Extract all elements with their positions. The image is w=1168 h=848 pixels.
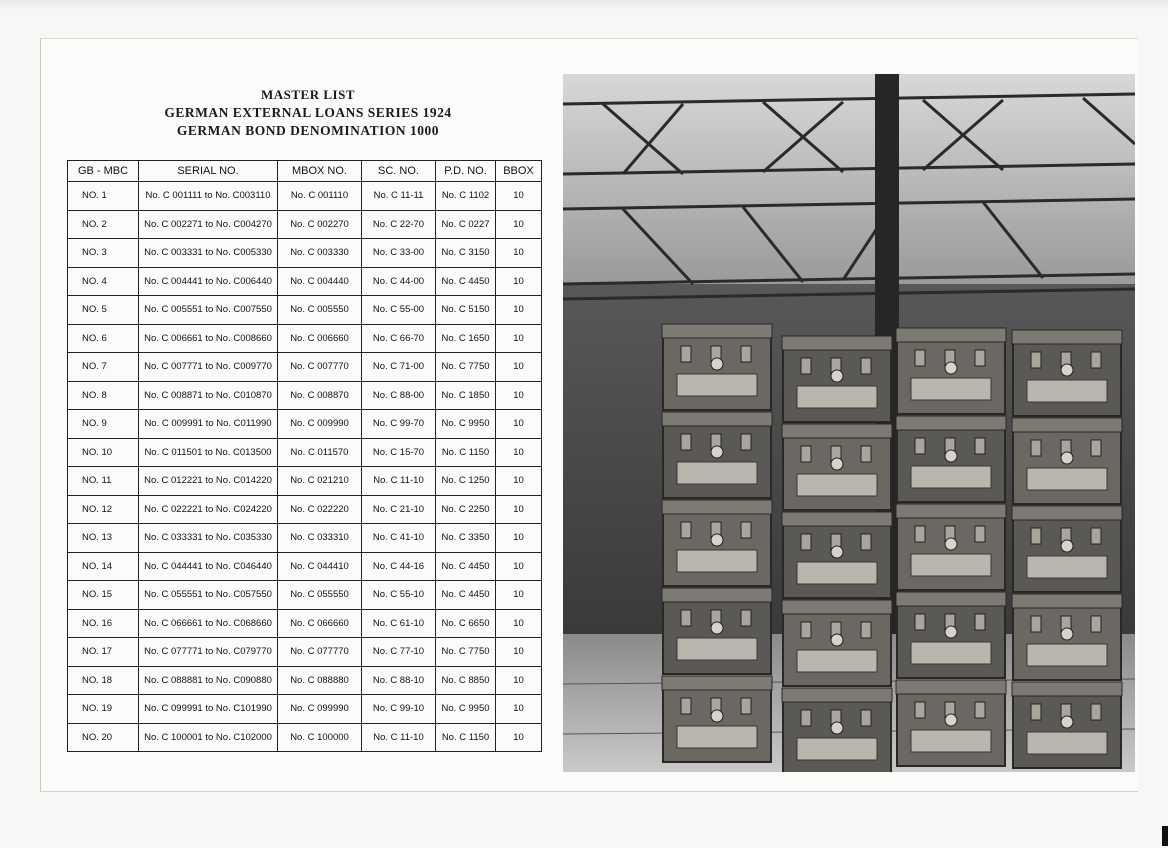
document-title-block	[103, 86, 513, 140]
table-cell: 10	[496, 723, 542, 752]
table-cell: No. C 003331 to No. C005330	[139, 239, 278, 268]
trunk	[896, 416, 1006, 502]
table-cell: NO. 3	[68, 239, 139, 268]
table-cell: No. C 088881 to No. C090880	[139, 666, 278, 695]
table-cell: 10	[496, 638, 542, 667]
table-cell: 10	[496, 324, 542, 353]
trunk	[1012, 594, 1122, 680]
table-cell: No. C 11-10	[362, 467, 436, 496]
table-cell: 10	[496, 666, 542, 695]
table-cell: No. C 001111 to No. C003110	[139, 182, 278, 211]
trunk	[782, 424, 892, 510]
table-cell: No. C 007771 to No. C009770	[139, 353, 278, 382]
table-cell: No. C 077770	[278, 638, 362, 667]
table-cell: No. C 055551 to No. C057550	[139, 581, 278, 610]
table-cell: No. C 15-70	[362, 438, 436, 467]
table-row	[68, 467, 542, 496]
table-cell: No. C 2250	[436, 495, 496, 524]
table-cell: No. C 6650	[436, 609, 496, 638]
trunk	[782, 600, 892, 686]
table-cell: No. C 77-10	[362, 638, 436, 667]
table-cell: No. C 7750	[436, 638, 496, 667]
table-cell: No. C 11-11	[362, 182, 436, 211]
table-cell: No. C 5150	[436, 296, 496, 325]
table-cell: 10	[496, 296, 542, 325]
table-cell: 10	[496, 353, 542, 382]
trunk	[1012, 418, 1122, 504]
table-row	[68, 723, 542, 752]
table-body	[68, 182, 542, 752]
table-cell: No. C 1102	[436, 182, 496, 211]
table-cell: No. C 009990	[278, 410, 362, 439]
table-cell: 10	[496, 609, 542, 638]
table-cell: No. C 88-00	[362, 381, 436, 410]
table-row	[68, 324, 542, 353]
table-cell: NO. 8	[68, 381, 139, 410]
table-cell: NO. 11	[68, 467, 139, 496]
table-cell: NO. 5	[68, 296, 139, 325]
table-cell: 10	[496, 410, 542, 439]
table-row	[68, 296, 542, 325]
table-cell: NO. 9	[68, 410, 139, 439]
table-cell: No. C 3350	[436, 524, 496, 553]
table-cell: No. C 33-00	[362, 239, 436, 268]
table-row	[68, 609, 542, 638]
table-cell: 10	[496, 552, 542, 581]
table-cell: No. C 55-10	[362, 581, 436, 610]
trunk	[896, 592, 1006, 678]
table-cell: No. C 022220	[278, 495, 362, 524]
trunk	[662, 500, 772, 586]
table-row	[68, 581, 542, 610]
table-cell: No. C 003330	[278, 239, 362, 268]
table-cell: No. C 1250	[436, 467, 496, 496]
table-cell: No. C 55-00	[362, 296, 436, 325]
table-cell: No. C 006661 to No. C008660	[139, 324, 278, 353]
title-line-1: MASTER LIST	[261, 87, 355, 102]
table-cell: 10	[496, 695, 542, 724]
table-cell: No. C 055550	[278, 581, 362, 610]
table-cell: NO. 10	[68, 438, 139, 467]
header-mbox-no: MBOX NO.	[278, 161, 362, 182]
trunk	[662, 676, 772, 762]
table-cell: No. C 100001 to No. C102000	[139, 723, 278, 752]
table-cell: No. C 88-10	[362, 666, 436, 695]
table-cell: NO. 13	[68, 524, 139, 553]
table-cell: No. C 099990	[278, 695, 362, 724]
table-cell: No. C 9950	[436, 410, 496, 439]
table-cell: No. C 9950	[436, 695, 496, 724]
table-cell: NO. 14	[68, 552, 139, 581]
scan-edge-mark	[1162, 826, 1168, 846]
table-cell: No. C 4450	[436, 267, 496, 296]
table-cell: No. C 021210	[278, 467, 362, 496]
table-cell: No. C 033331 to No. C035330	[139, 524, 278, 553]
table-cell: NO. 19	[68, 695, 139, 724]
table-cell: No. C 004441 to No. C006440	[139, 267, 278, 296]
table-cell: No. C 009991 to No. C011990	[139, 410, 278, 439]
table-row	[68, 495, 542, 524]
table-cell: NO. 16	[68, 609, 139, 638]
table-row	[68, 381, 542, 410]
table-cell: NO. 12	[68, 495, 139, 524]
table-cell: No. C 007770	[278, 353, 362, 382]
table-cell: 10	[496, 495, 542, 524]
table-cell: No. C 1850	[436, 381, 496, 410]
table-row	[68, 438, 542, 467]
table-row	[68, 666, 542, 695]
table-cell: No. C 41-10	[362, 524, 436, 553]
title-line-2: GERMAN EXTERNAL LOANS SERIES 1924	[164, 105, 452, 120]
table-cell: 10	[496, 239, 542, 268]
table-cell: No. C 033310	[278, 524, 362, 553]
table-cell: 10	[496, 182, 542, 211]
table-row	[68, 239, 542, 268]
table-cell: No. C 066660	[278, 609, 362, 638]
trunk	[782, 688, 892, 772]
table-row	[68, 353, 542, 382]
warehouse-trunks-illustration	[563, 74, 1135, 772]
table-cell: No. C 044410	[278, 552, 362, 581]
table-cell: No. C 11-10	[362, 723, 436, 752]
trunk	[782, 336, 892, 422]
table-cell: 10	[496, 467, 542, 496]
table-cell: No. C 100000	[278, 723, 362, 752]
table-cell: No. C 21-10	[362, 495, 436, 524]
table-cell: No. C 7750	[436, 353, 496, 382]
header-bbox: BBOX	[496, 161, 542, 182]
table-cell: No. C 66-70	[362, 324, 436, 353]
table-cell: No. C 1150	[436, 723, 496, 752]
table-row	[68, 695, 542, 724]
scan-edge-shadow	[0, 0, 1168, 10]
table-cell: NO. 7	[68, 353, 139, 382]
table-cell: No. C 088880	[278, 666, 362, 695]
master-list-table	[67, 160, 542, 752]
table-header-row	[68, 161, 542, 182]
trunk	[662, 588, 772, 674]
table-cell: No. C 022221 to No. C024220	[139, 495, 278, 524]
table-cell: No. C 3150	[436, 239, 496, 268]
trunk	[782, 512, 892, 598]
table-cell: No. C 077771 to No. C079770	[139, 638, 278, 667]
table-cell: NO. 17	[68, 638, 139, 667]
header-serial-no: SERIAL NO.	[139, 161, 278, 182]
table-row	[68, 410, 542, 439]
table-cell: No. C 044441 to No. C046440	[139, 552, 278, 581]
trunk	[896, 328, 1006, 414]
table-cell: 10	[496, 267, 542, 296]
trunk	[1012, 330, 1122, 416]
table-cell: 10	[496, 381, 542, 410]
table-cell: No. C 008871 to No. C010870	[139, 381, 278, 410]
table-cell: No. C 44-00	[362, 267, 436, 296]
table-cell: 10	[496, 524, 542, 553]
table-cell: No. C 22-70	[362, 210, 436, 239]
stacked-trunks-photo	[563, 74, 1135, 772]
table-cell: No. C 066661 to No. C068660	[139, 609, 278, 638]
table-cell: No. C 44-16	[362, 552, 436, 581]
table-cell: No. C 002271 to No. C004270	[139, 210, 278, 239]
header-pd-no: P.D. NO.	[436, 161, 496, 182]
trunk	[896, 680, 1006, 766]
header-sc-no: SC. NO.	[362, 161, 436, 182]
header-gb-mbc: GB - MBC	[68, 161, 139, 182]
table-cell: No. C 002270	[278, 210, 362, 239]
table-cell: No. C 004440	[278, 267, 362, 296]
table-cell: No. C 005551 to No. C007550	[139, 296, 278, 325]
table-cell: No. C 006660	[278, 324, 362, 353]
table-row	[68, 267, 542, 296]
trunk	[662, 324, 772, 410]
table-cell: 10	[496, 210, 542, 239]
trunk	[896, 504, 1006, 590]
table-cell: NO. 2	[68, 210, 139, 239]
table-cell: No. C 71-00	[362, 353, 436, 382]
title-line-3: GERMAN BOND DENOMINATION 1000	[176, 123, 440, 138]
trunk	[1012, 506, 1122, 592]
table-cell: No. C 1650	[436, 324, 496, 353]
table-row	[68, 210, 542, 239]
table-cell: NO. 1	[68, 182, 139, 211]
table-cell: No. C 099991 to No. C101990	[139, 695, 278, 724]
table-cell: No. C 011570	[278, 438, 362, 467]
table-row	[68, 552, 542, 581]
table-cell: No. C 4450	[436, 552, 496, 581]
table-cell: No. C 012221 to No. C014220	[139, 467, 278, 496]
table-cell: No. C 4450	[436, 581, 496, 610]
table-row	[68, 638, 542, 667]
trunk	[1012, 682, 1122, 768]
table-cell: No. C 005550	[278, 296, 362, 325]
table-cell: No. C 99-10	[362, 695, 436, 724]
table-cell: NO. 15	[68, 581, 139, 610]
table-cell: No. C 8850	[436, 666, 496, 695]
table-cell: No. C 008870	[278, 381, 362, 410]
trunk	[662, 412, 772, 498]
table-cell: No. C 001110	[278, 182, 362, 211]
table-cell: 10	[496, 581, 542, 610]
table-cell: No. C 99-70	[362, 410, 436, 439]
table-cell: NO. 4	[68, 267, 139, 296]
table-row	[68, 182, 542, 211]
table-cell: No. C 011501 to No. C013500	[139, 438, 278, 467]
table-cell: 10	[496, 438, 542, 467]
table-cell: No. C 0227	[436, 210, 496, 239]
table-cell: NO. 6	[68, 324, 139, 353]
table-cell: No. C 1150	[436, 438, 496, 467]
table-cell: NO. 18	[68, 666, 139, 695]
table-row	[68, 524, 542, 553]
table-cell: No. C 61-10	[362, 609, 436, 638]
table-cell: NO. 20	[68, 723, 139, 752]
